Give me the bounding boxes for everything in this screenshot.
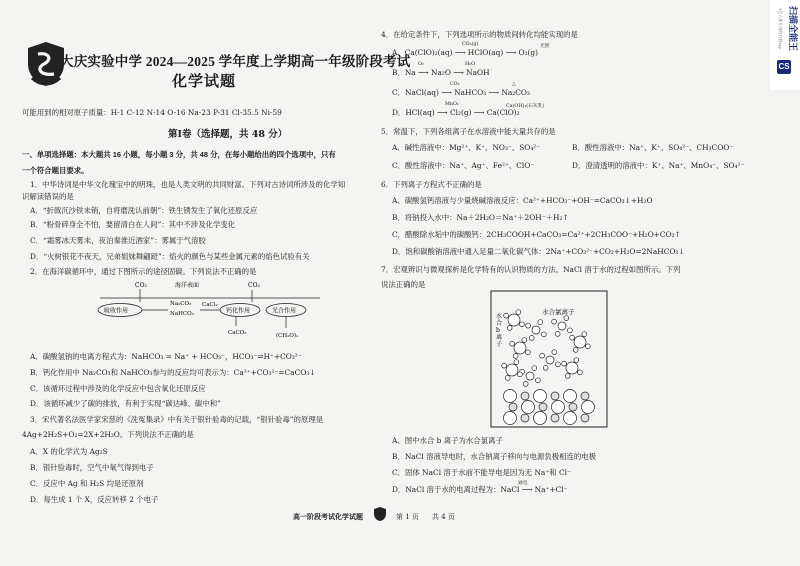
q5-stem: 5．常温下，下列各组离子在水溶液中能大量共存的是 [381,127,556,136]
water-molecule [505,375,510,380]
q1-stem-2: 识解读错误的是 [22,192,74,201]
q4-option-c: C．NaCl(aq) ⟶ NaHCO₃ ⟶ Na₂CO₃ [392,88,530,97]
water-molecule [565,373,570,378]
q4-a-cond-2: 光照 [540,44,550,49]
q2-option-c: C．该循环过程中涉及的化学反应中包含氧化还原反应 [30,384,206,393]
q2-option-a: A．碳酸氢钠的电离方程式为：NaHCO₃ = Na⁺ + HCO₃⁻，HCO₃⁻⇌H⁺+CO₃²⁻ [30,352,302,361]
chloride-ion [534,412,547,425]
water-molecule [526,323,531,328]
water-molecule [513,353,518,358]
water-molecule [564,316,569,321]
diagram-surface: 海洋表面 [175,282,200,289]
hydrated-chloride-ion [506,364,518,376]
hydrated-chloride-ion [508,314,520,326]
water-molecule [555,362,560,367]
sodium-ion [551,392,559,400]
chloride-ion [582,401,595,414]
exam-subject: 化学试题 [172,72,237,90]
hydrated-chloride-ion [514,342,526,354]
q2-stem: 2．在海洋碳循环中，通过下图所示的途径固碳。下列说法不正确的是 [30,267,257,276]
water-molecule [516,310,521,315]
footer-school-icon [372,506,388,522]
q3-option-d: D．每生成 1 个 X，反应转移 2 个电子 [30,495,159,504]
q1-stem-1: 1．中华诗词是中华文化瑰宝中的明珠，也是人类文明的共同财富。下列对古诗词所涉及的化学知 [30,180,346,189]
q4-b-cond-1: O₂ [418,62,424,67]
hydrated-chloride-ion [574,336,586,348]
sodium-ion [521,392,529,400]
svg-text:离: 离 [496,334,503,341]
water-molecule [567,328,572,333]
instructions-line-1: 一、单项选择题：本大题共 16 小题，每小题 3 分，共 48 分，在每小题给出的四个选项中，只有 [22,150,336,159]
hydrated-sodium-ion [526,372,534,380]
hydrated-sodium-ion [558,322,566,330]
diagram-absorb: 吸收作用 [104,307,129,315]
water-molecule [570,335,575,340]
svg-text:3亿人都在用的扫描App: 3亿人都在用的扫描App [778,8,783,50]
water-molecule [517,372,522,377]
q1-option-b: B．“粉骨碎身全不怕，要留清白在人间”：其中不涉及化学变化 [30,220,236,229]
part-title: 第Ⅰ卷（选择题，共 48 分） [168,129,288,140]
hydrated-sodium-ion [546,356,554,364]
scanner-watermark [770,0,800,90]
q7-option-a: A．图中水合 b 离子为水合氯离子 [392,436,503,445]
q4-d-cond-2: Ca(OH)₂(石灰乳) [506,104,545,109]
q3-option-c: C．反应中 Ag 和 H₂S 均是还原剂 [30,479,144,488]
q6-option-d: D．饱和碳酸钠溶液中通入足量二氧化碳气体：2Na⁺+CO₃²⁻+CO₂+H₂O=2NaHCO₃↓ [392,247,685,256]
diagram-calcify: 钙化作用 [226,307,251,315]
q7-option-b: B．NaCl 溶液导电时，水合钠离子移向与电源负极相连的电极 [392,452,597,461]
svg-text:子: 子 [496,341,503,348]
diagram-label-hydrated-ion: 水合氯离子 [542,308,575,316]
q7-option-d: D．NaCl 溶于水的电离过程为：NaCl ⟶ Na⁺+Cl⁻ [392,485,568,494]
q3-option-a: A．X 的化学式为 Ag₂S [30,447,108,456]
chloride-ion [504,390,517,403]
chloride-ion [564,390,577,403]
q7-stem-1: 7．宏观辨识与微观探析是化学特有的认识物质的方法。NaCl 溶于水的过程如图所示。下列 [381,265,681,274]
diagram-na2co3: Na₂CO₃ [170,301,192,307]
water-molecule [514,360,519,365]
q4-option-d: D．HCl(aq) ⟶ Cl₂(g) ⟶ Ca(ClO)₂ [392,108,520,117]
chloride-ion [564,412,577,425]
chloride-ion [534,390,547,403]
exam-title: 大庆实验中学 2024—2025 学年度上学期高一年级阶段考试 [60,54,411,69]
water-molecule [577,370,582,375]
q1-option-d: D．“火树银花不夜天，兄弟姐妹舞翩跹”：焰火的颜色与某些金属元素的焰色试验有关 [30,252,310,261]
q7-d-cond: 通电 [518,481,528,486]
q6-option-c: C．醋酸除水垢中的碳酸钙：2CH₃COOH+CaCO₃=Ca²⁺+2CH₃COO⁻+H₂O+CO₂↑ [392,230,681,239]
sodium-ion [551,414,559,422]
atomic-masses: 可能用到的相对原子质量：H-1 C-12 N-14 O-16 Na-23 P-31 Cl-35.5 Ni-59 [22,108,282,117]
scanner-brand-text [772,4,798,60]
scanner-logo: CS [777,60,791,74]
water-molecule [519,322,524,327]
chloride-ion [504,412,517,425]
footer-exam: 高一阶段考试化学试题 [293,514,363,521]
svg-text:b: b [496,327,500,334]
water-molecule [555,331,560,336]
water-molecule [532,366,537,371]
carbon-cycle-diagram [80,276,330,342]
water-molecule [523,381,528,386]
q4-b-cond-2: H₂O [465,62,476,67]
water-molecule [541,332,546,337]
q7-stem-2: 说法正确的是 [381,280,426,289]
sodium-ion [581,414,589,422]
water-molecule [510,341,515,346]
water-molecule [552,319,557,324]
hydrated-sodium-ion [532,326,540,334]
q4-option-a: A．Ca(ClO)₂(aq) ⟶ HClO(aq) ⟶ O₂(g) [392,48,539,57]
diagram-ch2o: (CH₂O)ₓ [276,333,299,339]
water-molecule [574,358,579,363]
instructions-line-2: 一个符合题目要求。 [22,166,89,175]
nacl-dissolution-diagram [490,290,608,428]
water-molecule [562,361,567,366]
sodium-ion [539,403,547,411]
water-molecule [535,378,540,383]
q4-d-cond-1: MnO₂ [445,102,459,107]
sodium-ion [569,403,577,411]
sodium-ion [581,392,589,400]
q2-option-d: D．该循环减少了碳的排放，有利于实现“碳达峰、碳中和” [30,399,221,408]
q6-option-a: A．碳酸氢钙溶液与少量烧碱溶液反应：Ca²⁺+HCO₃⁻+OH⁻=CaCO₃↓+H₂O [392,196,653,205]
chloride-ion [552,401,565,414]
q4-a-cond-1: CO₂(g) [462,42,479,47]
q4-stem: 4．在给定条件下，下列选项所示的物质间转化均能实现的是 [381,30,578,39]
diagram-label-hydrated-b [496,312,502,348]
footer-total: 共 4 页 [432,513,455,521]
water-molecule [582,332,587,337]
diagram-photo: 光合作用 [272,307,297,315]
water-molecule [585,344,590,349]
diagram-cacl2: CaCl₂ [202,302,218,308]
diagram-caco3: CaCO₃ [228,330,247,336]
sodium-ion [509,403,517,411]
water-molecule [540,353,545,358]
water-molecule [573,347,578,352]
q5-option-a: A．碱性溶液中：Mg²⁺、K⁺、NO₃⁻、SO₄²⁻ [392,143,541,152]
q7-option-c: C．固体 NaCl 溶于水前不能导电是因为无 Na⁺和 Cl⁻ [392,468,571,477]
q5-option-c: C．酸性溶液中：Na⁺、Ag⁺、Fe²⁺、ClO⁻ [392,161,535,170]
hydrated-chloride-ion [566,362,578,374]
water-molecule [525,350,530,355]
sodium-ion [521,414,529,422]
chloride-ion [522,401,535,414]
q5-option-d: D．澄清透明的溶液中：K⁺、Na⁺、MnO₄⁻、SO₄²⁻ [572,161,745,170]
q3-stem-2: 4Ag+2H₂S+O₂=2X+2H₂O。下列说法不正确的是 [22,430,194,439]
diagram-nahco3: NaHCO₃ [170,311,194,317]
q4-option-b: B．Na ⟶ Na₂O ⟶ NaOH [392,68,490,77]
water-molecule [502,363,507,368]
svg-text:水: 水 [496,313,503,320]
water-molecule [543,365,548,370]
diagram-co2-2: CO₂ [248,282,260,289]
water-molecule [529,335,534,340]
q6-stem: 6．下列离子方程式不正确的是 [381,180,482,189]
q6-option-b: B．将钠投入水中：Na＋2H₂O＝Na⁺＋2OH⁻＋H₂↑ [392,213,569,222]
q2-option-b: B．钙化作用中 Na₂CO₃和 NaHCO₃参与的反应均可表示为：Ca²⁺+CO₃²⁻=CaCO₃↓ [30,368,316,377]
water-molecule [522,338,527,343]
diagram-co2-1: CO₂ [135,282,147,289]
water-molecule [507,325,512,330]
svg-text:合: 合 [496,320,503,327]
q3-option-b: B．银针验毒时，空气中氧气得到电子 [30,463,154,472]
q1-option-a: A．“折戟沉沙铁未销，自将磨洗认前朝”：铁生锈发生了氧化还原反应 [30,206,258,215]
water-molecule [504,313,509,318]
q4-c-cond-2: △ [512,82,516,87]
q3-stem-1: 3．宋代著名法医学家宋慈的《洗冤集录》中有关于银针验毒的记载，“银针验毒”的原理是 [30,415,324,424]
water-molecule [538,320,543,325]
footer-page: 第 1 页 [396,513,419,521]
water-molecule [552,350,557,355]
q5-option-b: B．酸性溶液中：Na⁺、K⁺、SO₄²⁻、CH₃COO⁻ [572,143,734,152]
svg-text:扫描全能王: 扫描全能王 [788,6,798,52]
q1-option-c: C．“霜雾冰天雾未，夜泊秦淮近酒家”：雾属于气溶胶 [30,236,206,245]
q4-c-cond-1: CO₂ [450,82,460,87]
